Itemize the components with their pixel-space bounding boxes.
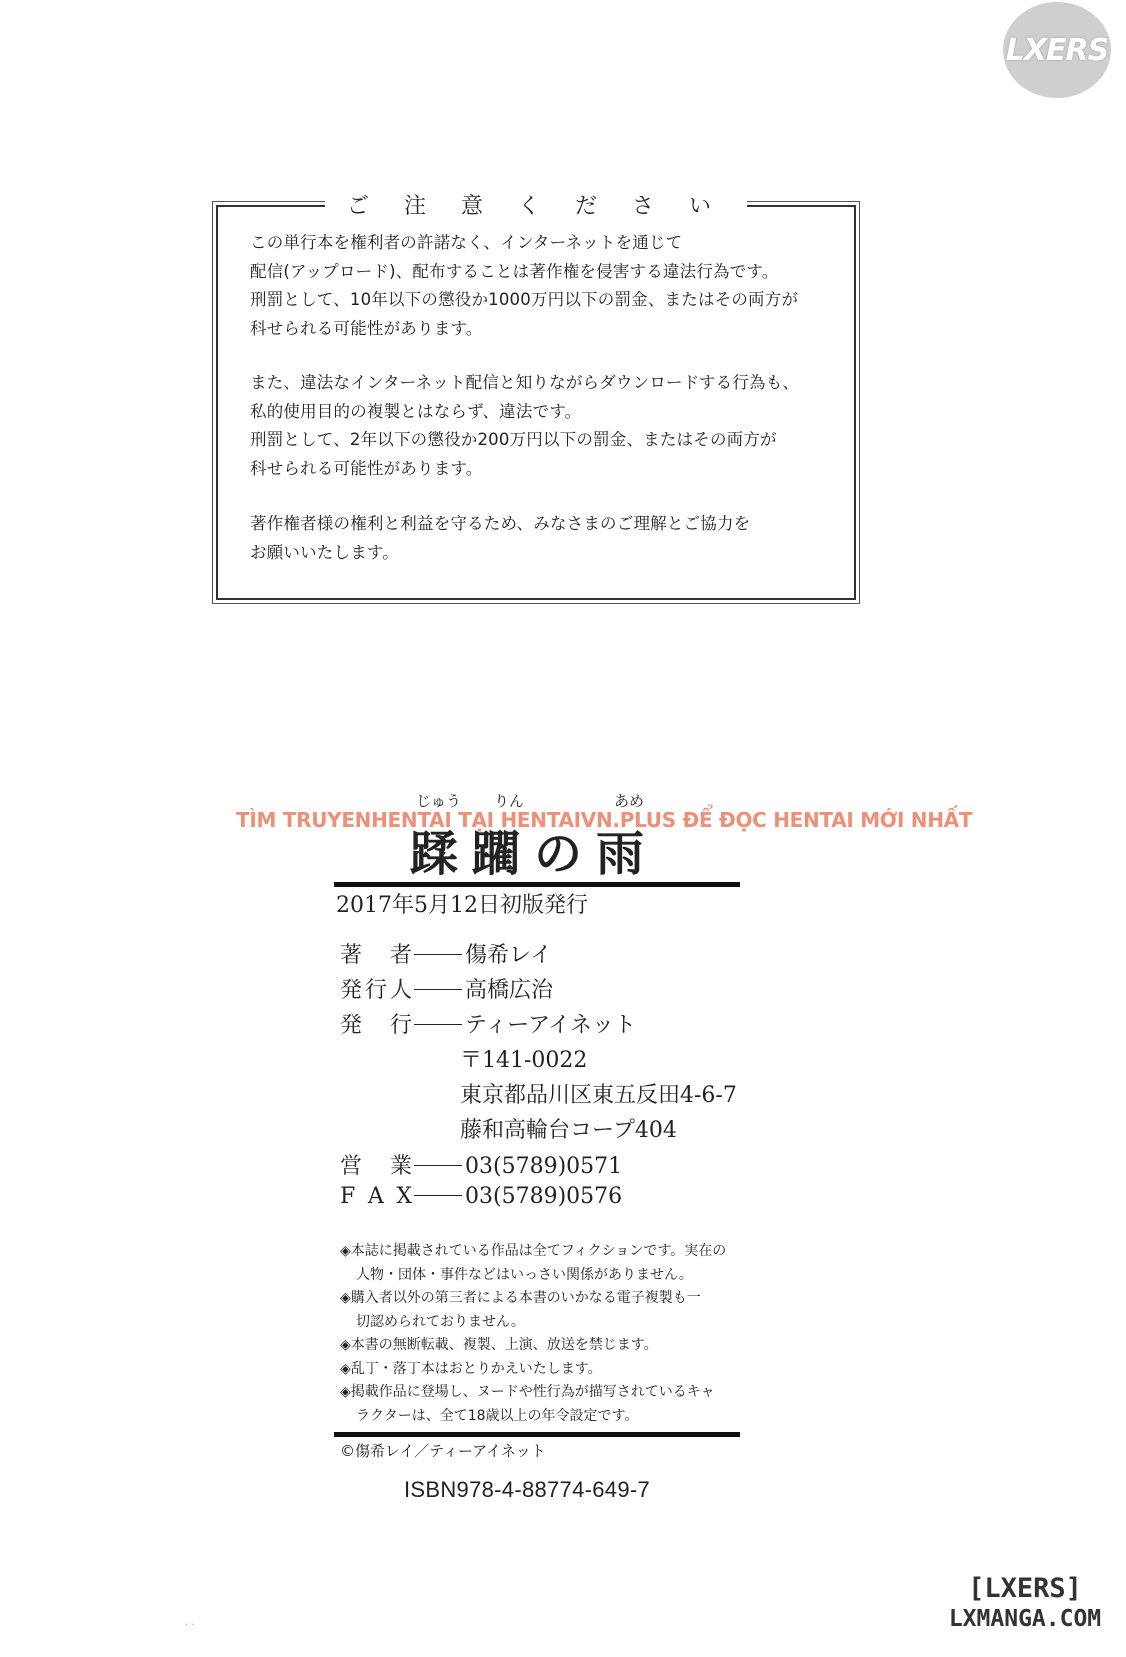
publisher-value: ティーアイネット — [465, 1013, 636, 1038]
notice-line: 科せられる可能性があります。 — [250, 318, 483, 338]
title-ruby-3: あめ — [614, 792, 645, 810]
publication-date: 2017年5月12日初版発行 — [336, 893, 588, 918]
book-title: 蹂躙の雨 — [410, 826, 659, 882]
sales-label: 営 業 — [340, 1154, 412, 1179]
notice-line: 配信(アップロード)、配布することは著作権を侵害する違法行為です。 — [250, 261, 779, 281]
fax-number: 03(5789)0576 — [465, 1184, 623, 1209]
isbn-number: ISBN978-4-88774-649-7 — [404, 1477, 651, 1502]
notice-line: また、違法なインターネット配信と知りながらダウンロードする行為も、 — [250, 373, 800, 392]
publisher-row — [340, 1008, 636, 1039]
notice-paragraph-1 — [250, 229, 834, 343]
notice-line: 私的使用目的の複製とはならず、違法です。 — [250, 401, 582, 421]
disclaimer-block — [340, 1240, 726, 1428]
disclaimer-line: ラクターは、全て18歳以上の年令設定です。 — [356, 1407, 639, 1424]
site-logo-text: LXERS — [1005, 32, 1109, 68]
scan-credit — [940, 1574, 1110, 1634]
credit-line-2: LXMANGA.COM — [948, 1606, 1102, 1632]
leader-dash — [414, 954, 462, 955]
disclaimer-line: ◈本誌に掲載されている作品は全てフィクションです。実在の — [340, 1243, 727, 1259]
disclaimer-line: ◈乱丁・落丁本はおとりかえいたします。 — [340, 1360, 602, 1377]
fax-row — [340, 1184, 622, 1209]
sales-phone: 03(5789)0571 — [465, 1154, 623, 1179]
disclaimer-line: ◈掲載作品に登場し、ヌードや性行為が描写されているキャ — [340, 1384, 715, 1400]
notice-line: お願いいたします。 — [250, 542, 399, 562]
disclaimer-line: ◈購入者以外の第三者による本書のいかなる電子複製も一 — [340, 1290, 701, 1306]
divider-rule-top — [334, 882, 740, 887]
publisher-person-row — [340, 973, 553, 1004]
watermark-text: TÌM TRUYENHENTAI TẠI HENTAIVN.PLUS ĐỂ ĐỌC HENTAI MỚI NHẤT — [236, 808, 973, 832]
author-value: 傷希レイ — [465, 943, 552, 968]
title-ruby-1: じゅう — [416, 792, 462, 810]
publisher-person-value: 高橋広治 — [465, 978, 554, 1003]
fax-label: F A X — [340, 1184, 412, 1209]
author-row — [340, 938, 552, 969]
copyright-notice-box — [216, 194, 856, 600]
sales-row — [340, 1149, 622, 1180]
leader-dash — [414, 1195, 462, 1196]
address-line-1: 東京都品川区東五反田4-6-7 — [460, 1083, 737, 1108]
notice-line: 科せられる可能性があります。 — [250, 458, 483, 478]
leader-dash — [414, 989, 462, 990]
disclaimer-line: ◈本書の無断転載、複製、上演、放送を禁じます。 — [340, 1337, 658, 1353]
scan-smudge: · · — [185, 1620, 195, 1631]
notice-paragraph-3 — [250, 510, 834, 567]
title-ruby-2: りん — [494, 792, 525, 810]
divider-rule-bottom — [334, 1432, 740, 1437]
credit-line-1: [LXERS] — [968, 1573, 1082, 1604]
postal-code: 〒141-0022 — [460, 1048, 588, 1073]
notice-line: 著作権者様の権利と利益を守るため、みなさまのご理解とご協力を — [250, 514, 751, 533]
publisher-person-label: 発行人 — [340, 978, 412, 1003]
notice-line: 刑罰として、10年以下の懲役か1000万円以下の罰金、またはその両方が — [250, 290, 799, 309]
disclaimer-line: 人物・団体・事件などはいっさい関係がありません。 — [356, 1266, 693, 1283]
copyright-line: ©傷希レイ／ティーアイネット — [340, 1442, 546, 1460]
author-label: 著 者 — [340, 943, 412, 968]
notice-title: ご 注 意 く だ さ い — [218, 189, 854, 220]
leader-dash — [414, 1165, 462, 1166]
leader-dash — [414, 1024, 462, 1025]
disclaimer-line: 切認められておりません。 — [356, 1313, 525, 1330]
notice-paragraph-2 — [250, 369, 834, 483]
notice-line: 刑罰として、2年以下の懲役か200万円以下の罰金、またはその両方が — [250, 430, 777, 449]
notice-line: この単行本を権利者の許諾なく、インターネットを通じて — [250, 233, 683, 252]
site-logo — [1003, 2, 1111, 98]
publisher-label: 発 行 — [340, 1013, 412, 1038]
address-line-2: 藤和高輪台コープ404 — [460, 1118, 677, 1143]
